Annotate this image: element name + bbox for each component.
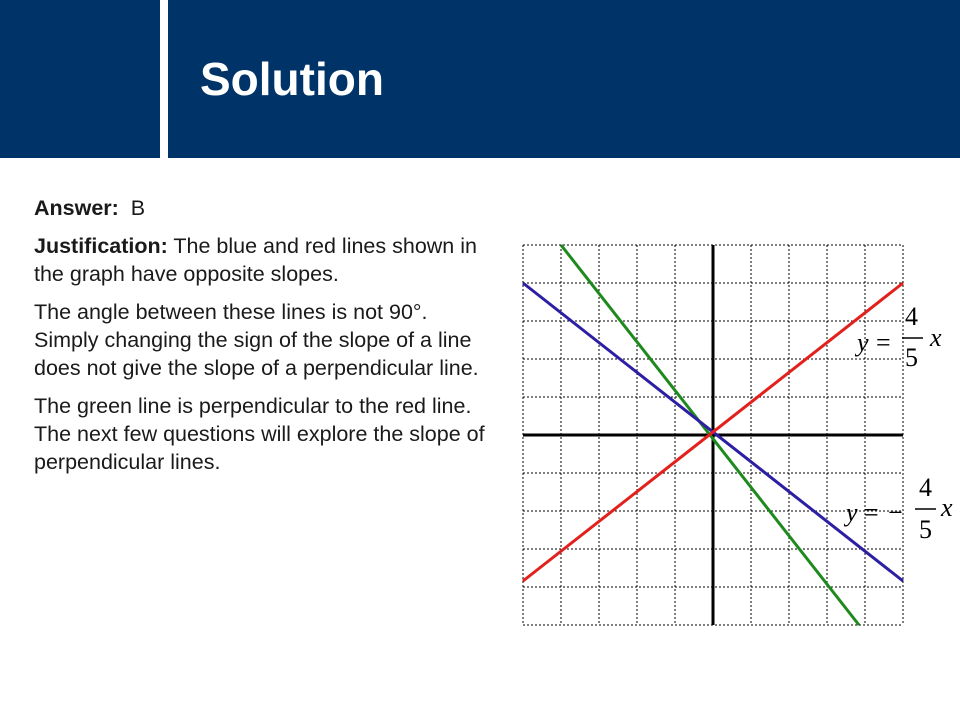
answer-label: Answer: [34, 196, 119, 220]
coordinate-graph [510, 235, 960, 635]
justification-label: Justification: [34, 234, 168, 258]
angle-paragraph: The angle between these lines is not 90°. Simply changing the sign of the slope of a line does not give the slope of a perpendicular line. [34, 300, 479, 380]
justification-paragraph [34, 232, 494, 288]
justification-text: The blue and red lines shown in the graph have opposite slopes. [34, 234, 477, 286]
eq-neg-x: x [941, 493, 953, 522]
eq-pos-denominator: 5 [905, 343, 918, 372]
eq-pos-x: x [930, 323, 942, 352]
eq-pos-numerator: 4 [905, 302, 918, 331]
perpendicular-paragraph: The green line is perpendicular to the red line. The next few questions will explore the slope of perpendicular lines. [34, 394, 485, 474]
eq-pos-y: y [857, 328, 869, 357]
eq-neg-denominator: 5 [919, 515, 932, 544]
header-left-block [0, 0, 160, 158]
eq-neg-equals: = [864, 498, 879, 527]
answer-line [34, 194, 494, 222]
eq-neg-numerator: 4 [919, 473, 932, 502]
eq-neg-minus: − [888, 498, 903, 527]
slide-title: Solution [200, 53, 384, 105]
slide-body [34, 194, 494, 486]
eq-pos-equals: = [876, 328, 891, 357]
equation-negative [843, 473, 953, 544]
eq-neg-y: y [846, 498, 858, 527]
answer-value: B [130, 196, 146, 220]
